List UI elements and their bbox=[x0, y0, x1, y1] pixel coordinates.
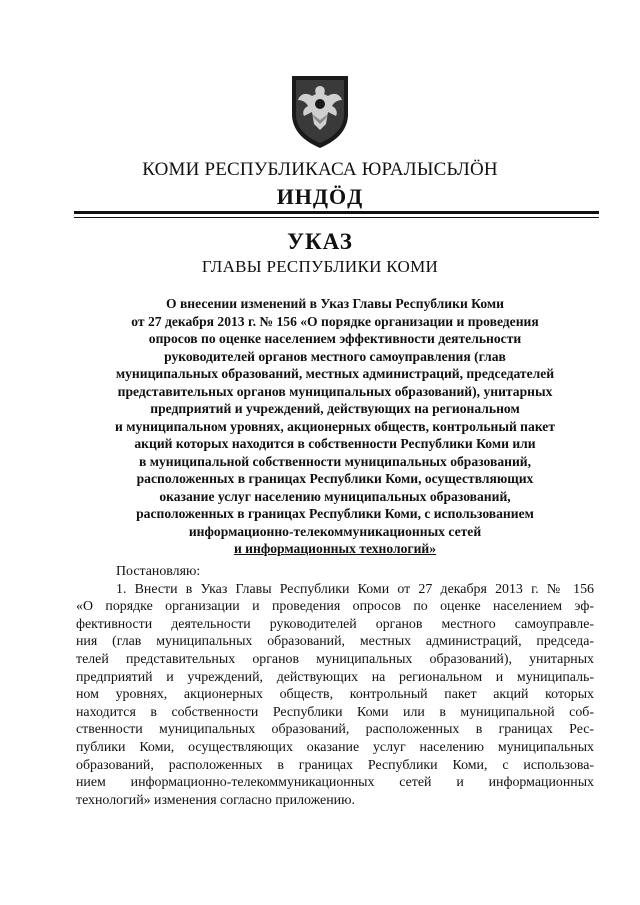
paragraph-line: образований, расположенных в границах Республики Коми, с использова- bbox=[76, 757, 594, 773]
title-line: от 27 декабря 2013 г. № 156 «О порядке организации и проведения bbox=[131, 313, 539, 329]
header-divider-thin bbox=[74, 217, 599, 218]
issuer-name-komi: КОМИ РЕСПУБЛИКАСА ЮРАЛЫСЬЛӦН bbox=[142, 159, 498, 180]
paragraph-line: «О порядке организации и проведения опросов по оценке населением эф- bbox=[76, 599, 594, 615]
paragraph-line: технологий» изменения согласно приложению. bbox=[76, 792, 355, 808]
coat-of-arms-icon bbox=[288, 74, 352, 150]
title-line: представительных органов муниципальных образований), унитарных bbox=[117, 383, 553, 399]
paragraph-1 bbox=[76, 581, 594, 810]
paragraph-line: фективности деятельности руководителей органов местного самоуправле- bbox=[76, 616, 594, 632]
issuer-name: ГЛАВЫ РЕСПУБЛИКИ КОМИ bbox=[201, 257, 439, 276]
title-line: информационно-телекоммуникационных сетей bbox=[188, 523, 482, 539]
title-line: оказание услуг населению муниципальных образований, bbox=[159, 488, 511, 504]
title-line: расположенных в границах Республики Коми, с использованием bbox=[136, 506, 534, 521]
paragraph-line: ния (глав муниципальных образований, местных администраций, председа- bbox=[76, 634, 594, 650]
title-line: и информационных технологий» bbox=[233, 541, 437, 556]
decree-body bbox=[76, 563, 594, 809]
title-line: О внесении изменений в Указ Главы Республики Коми bbox=[165, 296, 504, 311]
document-type-title: УКАЗ bbox=[287, 229, 353, 254]
title-line: акций которых находится в собственности Республики Коми или bbox=[134, 436, 536, 451]
paragraph-line: нием информационно-телекоммуникационных сетей и информационных bbox=[76, 775, 594, 791]
paragraph-line: предприятий и учреждений, действующих на региональном и муниципаль- bbox=[76, 669, 594, 685]
decree-word-komi: ИНДӦД bbox=[276, 184, 364, 209]
paragraph-line: 1. Внести в Указ Главы Республики Коми от 27 декабря 2013 г. № 156 bbox=[116, 581, 594, 597]
paragraph-line: ственности муниципальных образований, расположенных в границах Рес- bbox=[76, 722, 594, 738]
paragraph-line: находится в собственности Республики Коми или в муниципальной соб- bbox=[76, 704, 594, 720]
title-line: руководителей органов местного самоуправления (глав bbox=[164, 348, 506, 364]
paragraph-line: публики Коми, осуществляющих оказание услуг населению муниципальных bbox=[76, 739, 594, 755]
title-line: и муниципальном уровнях, акционерных обществ, контрольный пакет bbox=[114, 418, 556, 434]
title-line: опросов по оценке населением эффективности деятельности bbox=[148, 331, 522, 346]
decree-word: Постановляю: bbox=[116, 564, 201, 579]
title-line: предприятий и учреждений, действующих на региональном bbox=[150, 401, 520, 416]
paragraph-line: ном уровнях, акционерных обществ, контрольный пакет акций которых bbox=[76, 687, 594, 703]
decree-title bbox=[76, 295, 594, 558]
paragraph-line: телей представительных органов муниципальных образований), унитарных bbox=[76, 651, 594, 667]
header-divider-thick bbox=[74, 211, 599, 214]
title-line: расположенных в границах Республики Коми, осуществляющих bbox=[136, 471, 534, 486]
title-line: в муниципальной собственности муниципальных образований, bbox=[138, 453, 532, 469]
title-line: муниципальных образований, местных администраций, председателей bbox=[115, 366, 555, 381]
